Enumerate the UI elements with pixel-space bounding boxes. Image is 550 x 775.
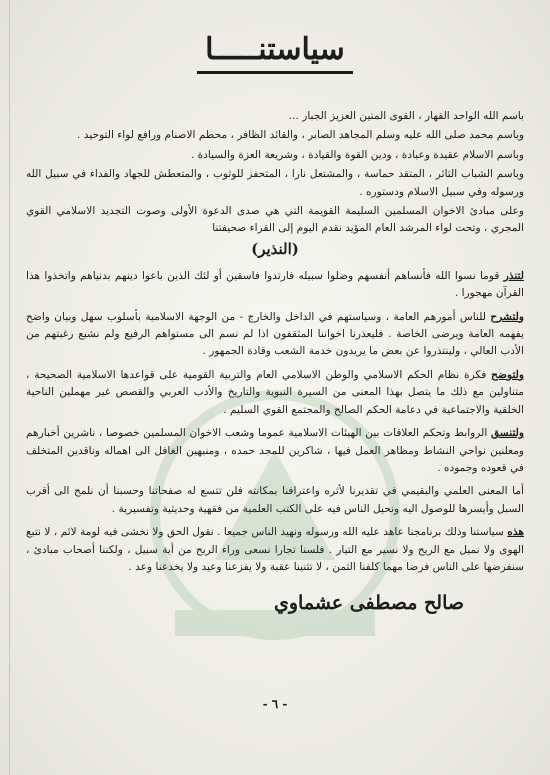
newspaper-name: (النذير) [251, 239, 299, 258]
title-row [26, 32, 524, 94]
paragraph-8 [26, 367, 524, 419]
paragraph-text: وباسم محمد صلى الله عليه وسلم المجاهد الصابر ، والقائد الظافر ، محطم الاصنام ورافع لواء التوحيد . [77, 129, 524, 142]
page-title: سياستنـــــا [197, 32, 353, 74]
paragraph-11 [26, 524, 524, 576]
paragraph-text: للناس أمورهم العامة ، وسياستهم في الداخل والخارج - من الوجهة الاسلامية بأسلوب سهل وبيان واضح يفهمه العامة ويرضى الخاصة . فليعذرنا اخواننا المثقفون اذا لم نسم الى مستواهم الرفيع ولم نشبع رغبتهم من الأدب العالي ، ولينتذروا عن بعض ما يريدون خدمة الشعب وقادة الجمهور . [26, 310, 524, 358]
signature-row [26, 592, 524, 632]
paragraph-3 [26, 147, 524, 164]
paragraph-text: وباسم الشباب الثائر ، المتقد حماسة ، والمشتعل نارا ، المتحفز للوثوب ، والمتعطش للجهاد والفداء في سبيل الله ورسوله وفي سبيل الاسلام ودستوره . [26, 168, 524, 198]
newspaper-name-line [26, 240, 524, 258]
paragraph-text: وباسم الاسلام عقيدة وعبادة ، ودين القوة والقيادة ، وشريعة العزة والسيادة . [190, 148, 524, 161]
page-number: - ٦ - [262, 697, 288, 711]
author-signature: صالح مصطفى عشماوي [274, 592, 464, 615]
paragraph-lead: ولتوضح [491, 368, 524, 381]
paragraph-4 [26, 166, 524, 201]
paragraph-5 [26, 203, 524, 238]
paragraph-9 [26, 425, 524, 477]
page-fold-line [9, 0, 10, 775]
paragraph-7 [26, 309, 524, 361]
paragraph-text: قوما نسوا الله فأنساهم أنفسهم وضلوا سبيله فارتدوا فاسقين أو لئك الذين باعوا دينهم بدنياهم واتخذوا هذا القرآن مهجورا . [26, 269, 524, 300]
paragraph-2 [26, 127, 524, 144]
paragraph-10 [26, 483, 524, 518]
paragraph-lead: هذه [507, 526, 524, 539]
paragraph-text: وعلى مبادئ الاخوان المسلمين السليمة القويمة التي هي صدى الدعوة الأولى وصوت التجديد الاسلامي القوي المجري ، وتحت لواء المرشد العام المؤيد نقدم اليوم إلى القراء صحيفتنا [26, 205, 524, 235]
paragraph-text: الروابط وتحكم العلاقات بين الهيئات الاسلامية عموما وشعب الاخوان المسلمين خصوصا ، ناشرين أخبارهم ومعلنين نواحي النشاط ومظاهر العمل فيها ، شاكرين للمجد حمده ، ومنبهين الغافل الى اهماله وناقدين المتخلف في قعوده وجموده . [26, 427, 524, 474]
paragraph-text: أما المعنى العلمي والبقيمي في تقديرنا لأثره واعترافنا بمكانته فلن تتسع له صفحاتنا وحسبنا أن نلمح الى أقرب السبل وأيسرها للوصول اليه ونحيل الناس فيه على الكتب العلمية من فقهية وحديثية وتفسيرية . [26, 485, 524, 515]
paragraph-text: سياستنا وذلك برنامجنا عاهد عليه الله ورسوله ونهيد الناس جميعا . نقول الحق ولا نخشى فيه لومة لائم ، لا نتبع الهوى ولا نميل مع الريح ولا نسير مع التيار . فلسنا تجارا نسعى وراء الربح من أية سبيل ، ولكننا أصحاب مبادئ ، سنفرضها على الناس فرضا مهما كلفنا الثمن ، لا تثنينا عقبة ولا يفزعنا وعيد ولا يخدعنا وعد . [26, 526, 524, 573]
paragraph-6 [26, 268, 524, 303]
paragraph-lead: ولتنسق [490, 427, 524, 440]
article-body [26, 108, 524, 576]
paragraph-text: باسم الله الواحد القهار ، القوى المتين العزيز الجبار ... [288, 110, 524, 122]
paragraph-1 [26, 108, 524, 125]
paragraph-text: فكرة نظام الحكم الاسلامي والوطن الاسلامي العام والتربية القومية على قواعدها الاسلامية الصحيحة ، متناولين مع ذلك ما يتصل بهذا المعنى من السيرة النبوية والتاريخ والأدب العربي والقصص غير مهملين الناحية الخلقية والاجتماعية في دعامة الحكم الصالح والمجتمع القوي السليم . [26, 368, 524, 416]
paragraph-lead: ولتشرح [490, 310, 524, 323]
paragraph-lead: لتنذر [503, 269, 524, 282]
